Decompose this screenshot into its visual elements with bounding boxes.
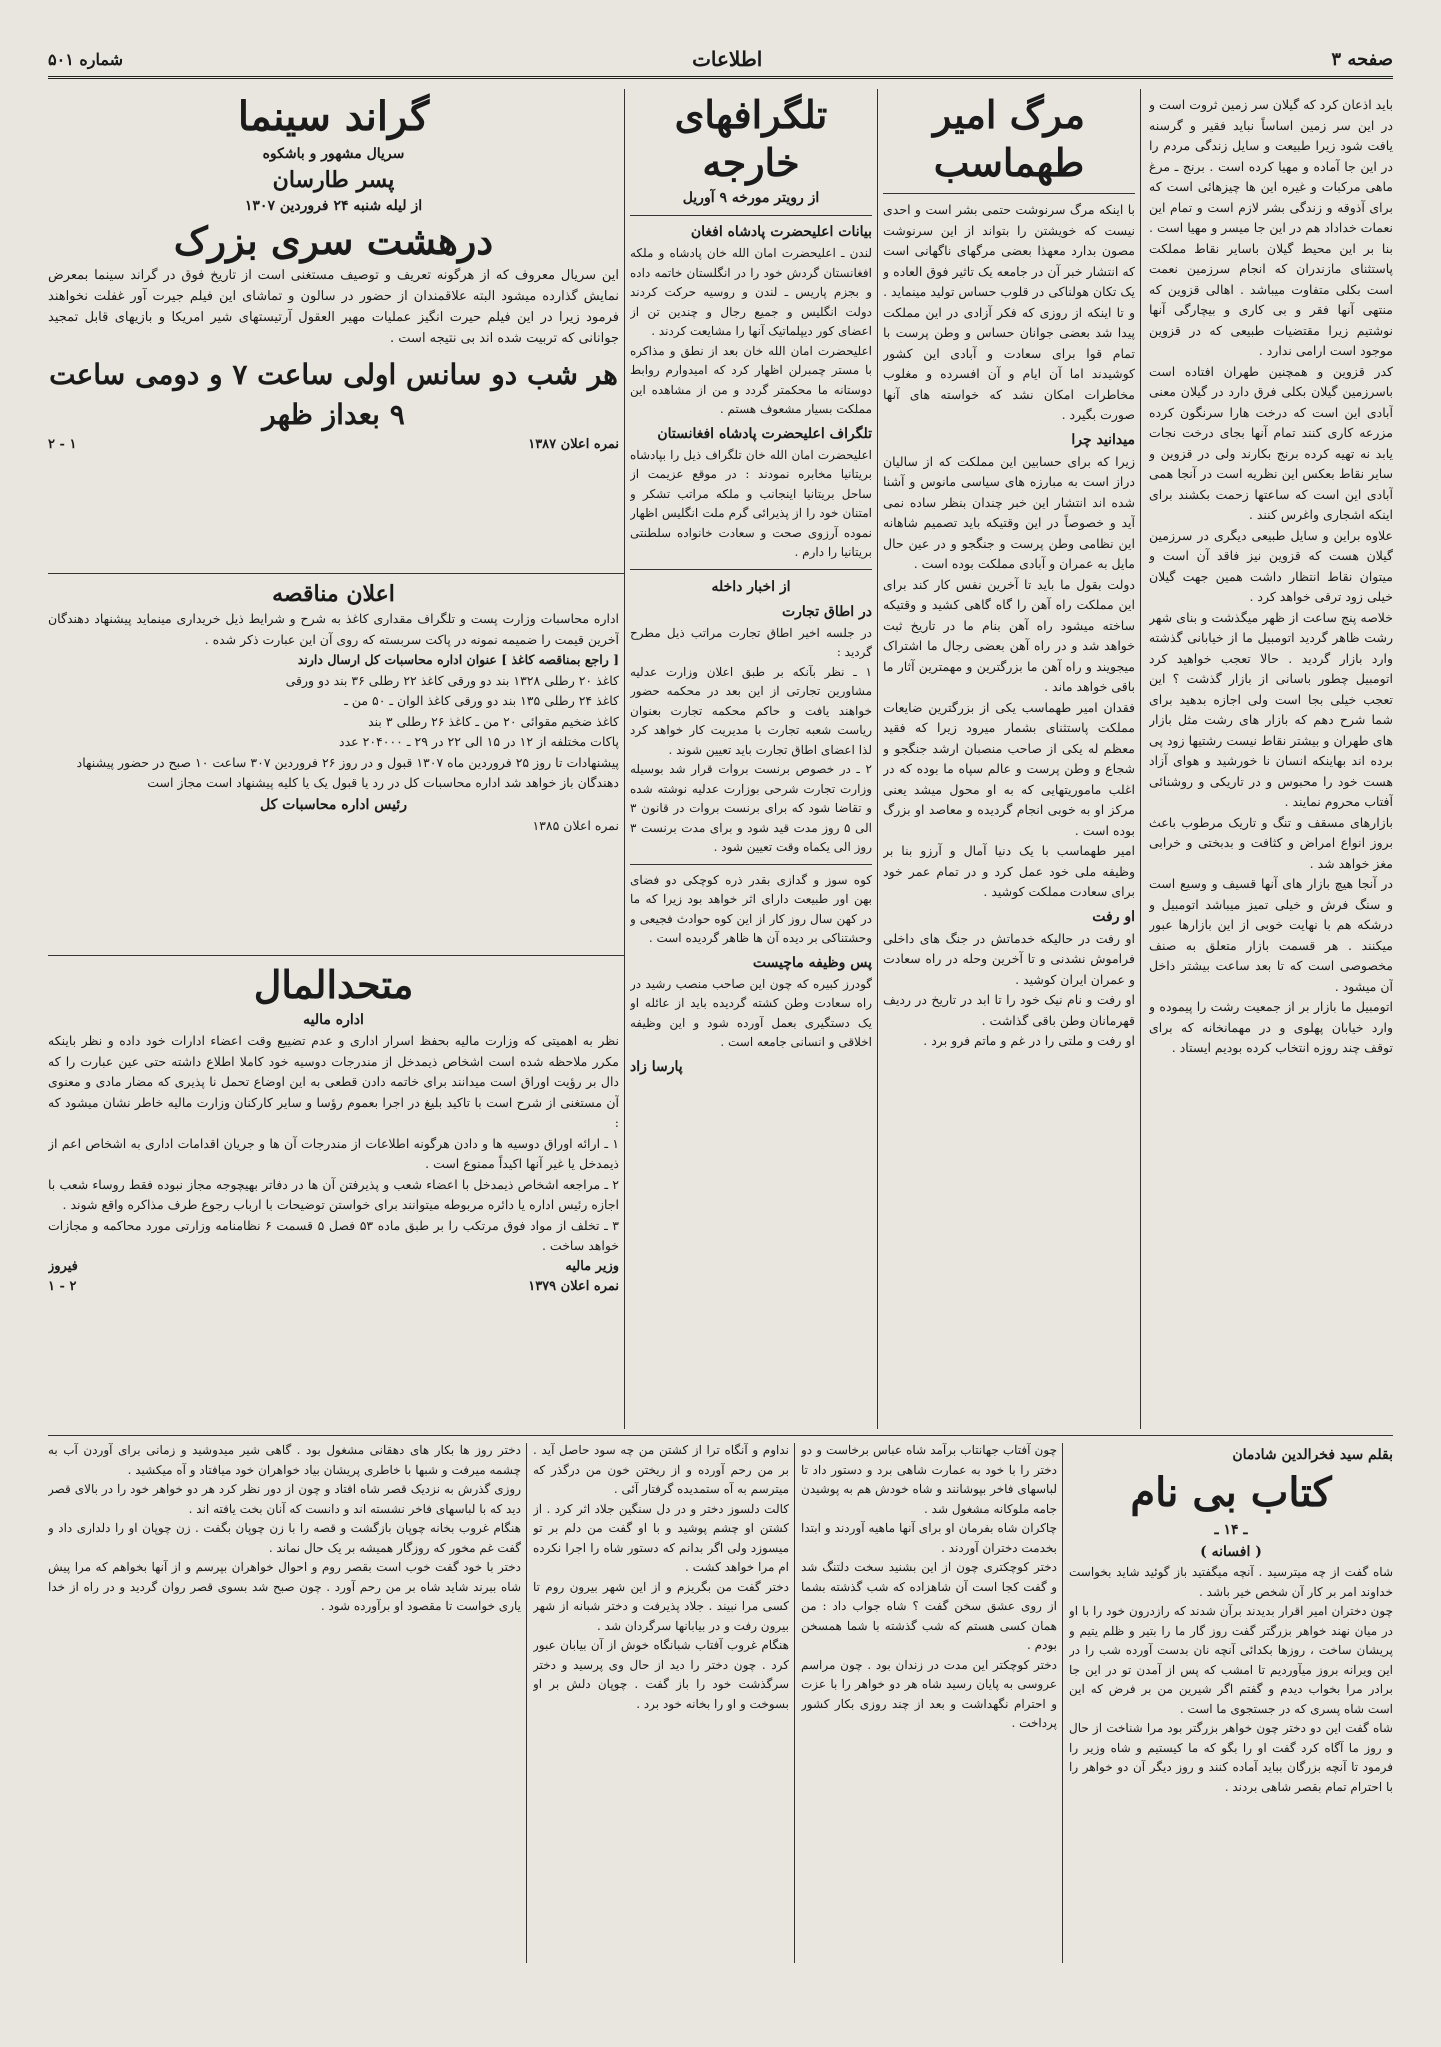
article-foreign-telegrams	[630, 91, 872, 1427]
serial-story-col-3	[533, 1441, 789, 1965]
article-paragraph: و تا اینکه از روزی که فکر آزادی در این مملکت پیدا شد بعضی جوانان حساس و وطن پرست با تمام قوا برای سعادت و آبادی این کشور کوشیدند اما آن ایام و آن افسرده و مغلوب مخاطرات امکان نشد که خواسته های آنها صورت بگیرد .	[883, 304, 1135, 422]
article-emir-tahmasb	[883, 91, 1135, 1427]
circular-item: ۳ ـ تخلف از مواد فوق مرتکب را بر طبق ماده ۵۳ فصل ۵ قسمت ۶ نظامنامه وزارتی مورد محاکمه و مجازات خواهد ساخت .	[48, 1217, 619, 1253]
circular-ad-number: نمره اعلان ۱۳۷۹	[528, 1278, 619, 1294]
ad-grand-cinema	[48, 91, 619, 567]
showtimes: هر شب دو سانس اولی ساعت ۷ و دومی ساعت ۹ بعداز ظهر	[49, 358, 618, 431]
article-headline: تلگرافهای خارجه	[674, 92, 828, 185]
serial-paragraph: هنگام غروب بخانه چوپان بازگشت و قصه را با زن چوپان بگفت . زن چوپان او را دلداری داد و گفت غم مخور که روزگار همیشه بر یک حال نماند .	[48, 1521, 521, 1555]
tender-item: پیشنهادات تا روز ۲۵ فروردین ماه ۱۳۰۷ قبول و در روز ۲۶ فروردین ۳۰۷ ساعت ۱۰ صبح در حضور پیشنهاد دهندگان باز خواهد شد اداره محاسبات کل در رد یا قبول یک یا کلیه پیشنهاد است مجاز است	[76, 754, 619, 790]
tender-paragraph: اداره محاسبات وزارت پست و تلگراف مقداری کاغذ به شرح و شرایط ذیل خریداری مینماید پیشنهاد دهندگان آخرین قیمت را ضمیمه نمونه در پاکت سربسته که روی آن این عبارت ذکر شده .	[48, 611, 619, 647]
sub-heading: میدانید چرا	[1071, 431, 1135, 448]
article-paragraph: لندن ـ اعلیحضرت امان الله خان پادشاه و ملکه افغانستان گردش خود را در انگلستان خاتمه داده و بجزم پاریس ـ لندن و روسیه حرکت کردند دولت انگلیس و جمیع رجال و چندین تن از اعضای کور دیپلماتیک آنها را مشایعت کردند .	[630, 246, 872, 338]
article-paragraph: اتومبیل ما بازار بر از جمعیت رشت را پیموده و وارد خیابان پهلوی و در مهمانخانه که برای توقف چند روزه انتخاب کرده بودیم ایستاد .	[1149, 999, 1393, 1055]
ad-headline: گراند سینما	[237, 93, 430, 140]
circular-footer	[48, 1277, 619, 1297]
article-paragraph: دولت بقول ما باید تا آخرین نفس کار کند برای این مملکت راه آهن را گاه گاهی کشید و وقتیکه ساخته میشود راه آهن بنام ما در تاریخ ثبت خواهد شد و در راه آهن بعضی رجال ما اشتراک میجویند و راه آهن ما بزرگترین و مهمترین آثار ما باقی خواهد ماند .	[883, 576, 1135, 694]
serial-genre: ( افسانه )	[1200, 1544, 1262, 1560]
circular-minister: فیروز	[48, 1258, 78, 1274]
serial-paragraph: دختر کوچکتری چون از این بشنید سخت دلتنگ شد و گفت کجا است آن شاهزاده که شب گذشته بشما از روی عشق سخن گفت ؟ شاه جواب داد : من همان کسی هستم که شب گذشته با شما همسخن بودم .	[801, 1560, 1057, 1652]
serial-paragraph: دختر گفت من بگریزم و از این شهر بیرون روم تا کسی مرا نبیند . جلاد پذیرفت و دختر شبانه از شهر بیرون رفت و در بیابانها سرگردان شد .	[533, 1579, 789, 1633]
tender-signature: رئیس اداره محاسبات کل	[260, 796, 407, 813]
serial-story-col-2	[801, 1441, 1057, 1965]
sub-heading: پس وظیفه ماچیست	[752, 954, 872, 971]
column-rule	[877, 89, 878, 1429]
article-paragraph: او رفت در حالیکه خدماتش در جنگ های داخلی فراموش نشدنی و تا آخرین وحله در راه سعادت و عمران ایران کوشید .	[883, 930, 1135, 987]
circular-signature-block	[48, 1257, 619, 1277]
sub-heading: بیانات اعلیحضرت پادشاه افغان	[690, 224, 872, 240]
circular-signature: وزیر مالیه	[565, 1258, 619, 1274]
article-paragraph: فقدان امیر طهماسب یکی از بزرگترین ضایعات مملکت پاستثنای بشمار میرود زیرا که فقید معظم له یکی از صاحب منصبان ارشد جنگجو و شجاع و وطن پرست و عالم سپاه ما بوده که در اغلب ماموریتهایی که به او محول میشد یعنی مرکز او به خوبی انجام گردیده و معاصد او بزرگ بوده است .	[883, 699, 1135, 838]
ad-rule	[48, 955, 625, 956]
ad-footer	[48, 435, 619, 455]
serial-paragraph: دختر روز ها بکار های دهقانی مشغول بود . گاهی شیر میدوشید و زمانی برای آوردن آب به چشمه میرفت و شبها با خاطری پریشان بیاد خواهران خود میافتاد و آه میکشید .	[48, 1443, 521, 1477]
ad-number: نمره اعلان ۱۳۸۷	[528, 437, 619, 452]
article-paragraph: باید اذعان کرد که گیلان سر زمین ثروت است و در این سر زمین اساساً نباید فقیر و گرسنه یافت شود زیرا طبیعت و سایل زندگی مردم را در این جا آماده و مهیا کرده است . برنج ـ مرغ ماهی مرکبات و غیره این ها چیزهائی است که برای آذوقه و زندگی بشر لازم است و تمام این نعمات خداداد هم در این جا میسر و مهیا است . بنا بر این محیط گیلان باسایر نقاط مملکت پاستثنای مازندران که انجام سرزمین نعمت است بکلی متفاوت میباشد . اهالی قزوین که منتهی آنها فقر و بی کاری و بیچارگی آنها نوشتیم زیرا مقتضیات طبیعی که در قزوین موجود است ارامی ندارد .	[1149, 97, 1393, 358]
article-gilan	[1149, 95, 1393, 1425]
article-paragraph: ۱ ـ نظر بآنکه بر طبق اعلان وزارت عدلیه مشاورین تجارتی از این بعد در محکمه حضور خواهند یافت و حاکم محکمه تجارت بعنوان ریاست شعبه تجارت با مدیریت کار خواهد کرد لذا اعضای اطاق تجارت باید تعیین شوند .	[630, 664, 872, 757]
divider	[630, 215, 872, 216]
film-title-secondary: درهشت سری بزرک	[173, 218, 494, 263]
tender-headline: اعلان مناقصه	[272, 581, 395, 607]
article-paragraph: علاوه براین و سایل طبیعی دیگری در سرزمین گیلان هست که قزوین نیز فاقد آن است و میتوان نقاط انتظار داشت همین جهت گیلان خیلی زود ترقی خواهد کرد .	[1149, 527, 1393, 604]
section-rule	[48, 1435, 1393, 1436]
tender-item: کاغذ ۲۴ رطلی ۱۳۵ بند دو ورقی کاغذ الوان ـ ۵۰ من ـ	[344, 693, 619, 708]
ad-rule	[48, 573, 625, 574]
article-paragraph: اعلیحضرت امان الله خان تلگراف ذیل را بپادشاه بریتانیا مخابره نمودند : در موقع عزیمت از ساحل بریتانیا اینجانب و ملکه مراتب تشکر و امتنان خود را از پذیرائی گرم ملت انگلیس اظهار نموده آرزوی صحت و سعادت خانواده سلطنتی بریتانیا را دارم .	[630, 447, 872, 559]
serial-paragraph: شاه گفت از چه میترسید . آنچه میگفتید باز گوئید شاید بخواست خداوند امر بر کار آن شخص خیر باشد .	[1069, 1565, 1393, 1599]
tender-items	[48, 671, 619, 794]
article-headline: مرگ امیر طهماسب	[933, 92, 1085, 185]
serial-paragraph: چون آفتاب جهانتاب برآمد شاه عباس برخاست و دو دختر را با خود به عمارت شاهی برد و دستور داد تا لباسهای فاخر بپوشانند و شاه خودش هم به پوشیدن جامه ملوکانه مشغول شد .	[801, 1443, 1057, 1516]
serial-paragraph: دختر کوچکتر این مدت در زندان بود . چون مراسم عروسی به پایان رسید شاه هر دو خواهر را با عزت و احترام نگهداشت و بعد از چند روزی بکار کشور پرداخت .	[801, 1657, 1057, 1730]
sub-heading: تلگراف اعلیحضرت پادشاه افغانستان	[657, 425, 872, 442]
serial-story-col-4	[48, 1441, 521, 1965]
article-paragraph: بازارهای مسقف و تنگ و تاریک مرطوب باعث بروز انواع امراض و کثافت و بدبختی و خرابی مغز خواهد شد .	[1149, 814, 1393, 871]
serial-paragraph: هنگام غروب آفتاب شبانگاه خوش از آن بیابان عبور کرد . چون دختر را دید از حال وی پرسید و دختر سرگذشت خود را باز گفت . چوپان دلش بر او بسوخت و او را بخانه خود برد .	[533, 1638, 789, 1711]
circular-item: ۲ ـ مراجعه اشخاص ذیمدخل با اعضاء شعب و پذیرفتن آن ها در دفاتر بهیچوجه مجاز نبوده فقط روساء شعب با اجازه رئیس اداره یا دائره مربوطه میتوانند برای خواستن توضیحات با ارباب رجوع طرف مذاکره واقع شوند .	[48, 1176, 619, 1212]
article-paragraph: او رفت و ملتی را در غم و ماتم فرو برد .	[923, 1033, 1135, 1048]
ad-date: از لیله شنبه ۲۴ فروردین ۱۳۰۷	[244, 198, 423, 214]
circular-ad-index: ۲ - ۱	[48, 1278, 77, 1294]
divider	[883, 193, 1135, 194]
divider	[630, 864, 872, 865]
tender-item: پاکات مختلفه از ۱۲ در ۱۵ الی ۲۲ در ۲۹ ـ ۲۰۴۰۰۰ عدد	[339, 734, 619, 749]
column-rule	[794, 1443, 795, 1963]
ad-subtitle: سریال مشهور و باشکوه	[262, 146, 405, 162]
circular-item: ۱ ـ ارائه اوراق دوسیه ها و دادن هرگونه اطلاعات از مندرجات آن ها و جریان اقدامات اداری به اشخاص اعم از ذیمدخل یا غیر آنها اکیداً ممنوع است .	[48, 1135, 619, 1171]
article-paragraph: خلاصه پنج ساعت از ظهر میگذشت و بنای شهر رشت ظاهر گردید اتومبیل ما از خیابانی گذشته وارد بازار گردید . حالا تعجب خواهید کرد اتومبیل چطور باسانی از بازار گذشت ؟ این تعجب خیلی بجا است ولی اجازه بدهید برای شما شرح دهم که بازار های رشت مثل بازار های طهران و بیشتر نقاط نیست رشتیها زود پی برده اند بهاینکه انسان نا خورشید و هوای آزاد هست خود را محبوس و در تاریکی و روشنائی آفتاب محروم نمایند .	[1149, 609, 1393, 809]
serial-paragraph: دختر با خود گفت خوب است بقصر روم و احوال خواهران بپرسم و از آنها بخواهم که مرا پیش شاه ببرند شاید شاه بر من رحم آورد . چون صبح شد بسوی قصر روان گردید و در راه از خدا یاری خواست تا مقصود او برآورده شود .	[48, 1560, 521, 1613]
article-paragraph: گودرز کبیره که چون این صاحب منصب رشید در راه سعادت وطن کشته گردیده باید از عائله او یک دستگیری بعمل آورده شود و این وظیفه اخلاقی و انسانی جامعه است .	[630, 976, 872, 1049]
serial-paragraph: چون دختران امیر اقرار بدیدند برآن شدند که رازدرون خود را با او در میان نهند خواهر بزرگتر گفت روز گار ما را بتیر و ظلم یتیم و پریشان ساخت ، روزها بکدائی آنچه نان بدست آورده شب را در این ویرانه بروز میآوردیم تا امشب که پس از آمدن تو در این جا برادر مرا بخواب دیدم و گفتم اگر شیرین من بر فرض که این است شاه پسری که در جستجوی ما است .	[1069, 1604, 1393, 1716]
article-paragraph: زیرا که برای حسابین این مملکت که از سالیان دراز است به مبارزه های سیاسی مانوس و آشنا شده اند انتشار این خبر چندان بنظر ساده نمی آید و خصوصاً در این وقتیکه باید تصمیم شاهانه این نظامی وطن پرست و جنگجو و در عین حال مایل به عمران و آبادی مملکت بوده است .	[883, 453, 1135, 571]
ministry-circular	[48, 961, 619, 1427]
film-title: پسر طارسان	[272, 167, 395, 193]
circular-headline: متحدالمال	[253, 962, 414, 1007]
ad-paragraph: این سریال معروف که از هرگونه تعریف و توصیف مستغنی است از تاریخ فوق در گراند سینما بمعرض نمایش گذارده میشود البته علاقمندان از حضور در سالون و تماشای این فیلم جیرت آور غفلت نخواهند فرمود زیرا در این فیلم حیرت انگیز عملیات مهیر العقول آرتیستهای شیر امریکا و بازیهای قابل تمجید جوانانی که تربیت شده اند بی نتیجه است .	[48, 268, 619, 346]
column-rule	[1062, 1443, 1063, 1963]
tender-item: کاغذ ضخیم مقوائی ۲۰ من ـ کاغذ ۲۶ رطلی ۳ بند	[368, 713, 619, 729]
page-grid	[48, 85, 1393, 2005]
circular-subtitle: اداره مالیه	[303, 1012, 364, 1028]
page-number: صفحه ۳	[1331, 48, 1393, 70]
tender-address: [ راجع بمناقصه کاغذ ] عنوان اداره محاسبات کل ارسال دارند	[297, 652, 619, 667]
column-rule	[526, 1443, 527, 1963]
divider	[630, 569, 872, 570]
section-heading: از اخبار داخله	[711, 578, 791, 595]
article-paragraph: با اینکه مرگ سرنوشت حتمی بشر است و احدی نیست که خویشتن را بتواند از این سرنوشت مصون بدارد معهذا بعضی مرگهای ناگهانی است که انتشار خبر آن در جامعه یک تاثیر فوق العاده و یک تکان هولناکی در قلوب حساس تولید مینماید .	[883, 202, 1135, 299]
article-paragraph: ۲ ـ در خصوص برنست بروات قرار شد بوسیله وزارت تجارت شرحی بوزارت عدلیه نوشته شده و تقاضا شود که برای برنست بروات در قانون ۳ الی ۵ روز مدت قید شود و برای مدت برنست ۳ روز الی یکماه وقت تعیین شود .	[630, 762, 872, 854]
column-rule	[1140, 89, 1141, 1429]
dateline: از رویتر مورخه ۹ آوریل	[682, 190, 820, 206]
serial-story-col-1	[1069, 1441, 1393, 1965]
article-paragraph: در جلسه اخیر اطاق تجارت مراتب ذیل مطرح گردید :	[630, 625, 872, 659]
tender-item: کاغذ ۲۰ رطلی ۱۳۲۸ بند دو ورقی کاغذ ۲۲ رطلی ۳۶ بند دو ورقی	[285, 672, 619, 688]
ad-tender	[48, 579, 619, 949]
masthead	[48, 42, 1393, 79]
article-paragraph: اعلیحضرت امان الله خان بعد از نطق و مذاکره با مستر چمبرلن اظهار کرد که امیدوارم روابط دوستانه ما محکمتر گردد و من از مشاهده این مملکت بسیار مشعوف هستم .	[630, 343, 872, 416]
serial-byline: بقلم سید فخرالدین شادمان	[1232, 1447, 1393, 1463]
serial-paragraph: شاه گفت این دو دختر چون خواهر بزرگتر بود مرا شناخت از حال و روز ما آگاه کرد گفت او را بگو که ما کیستیم و شاه وزیر را فرمود تا آنچه بزرگان بباید آماده کنند و روز دیگر آن دو خواهر را با احترام تمام بقصر شاهی بردند .	[1069, 1721, 1393, 1794]
sub-heading: در اطاق تجارت	[781, 603, 872, 620]
article-paragraph: او رفت و نام نیک خود را تا ابد در تاریخ در ردیف قهرمانان وطن باقی گذاشت .	[883, 992, 1135, 1028]
article-paragraph: در آنجا هیچ بازار های آنها قسیف و وسیع است و سنگ فرش و خیلی تمیز میباشد اتومبیل و درشکه هم با نهایت خوبی از این بازارها عبور میکنند . هر قسمت بازار متعلق به صنف مخصوصی است که تا بعد ساعت بیشتر داخل آن میشود .	[1149, 876, 1393, 994]
sub-heading: او رفت	[1092, 908, 1135, 925]
serial-paragraph: روزی گذرش به نزدیک قصر شاه افتاد و چون از دور نظر کرد هر دو خواهر خود را در بالای قصر دید که با لباسهای فاخر نشسته اند و دانست که آنان بخت یافته اند .	[48, 1482, 521, 1516]
newspaper-name: اطلاعات	[692, 47, 763, 71]
column-rule	[624, 89, 625, 1429]
serial-title: کتاب بی نام	[1130, 1469, 1332, 1516]
article-paragraph: امیر طهماسب با یک دنیا آمال و آرزو بنا بر وظیفه ملی خود عمل کرد و در تمام عمر خود برای سعادت مملکت کوشید .	[883, 843, 1135, 899]
ad-index: ۱ - ۲	[48, 437, 77, 452]
article-paragraph: کدر قزوین و همچنین طهران افتاده است باسرزمین گیلان بکلی فرق دارد در گیلان معنی آبادی این است که درخت هارا سرنگون کرده مزرعه کاری کنند تمام آنها بجای درخت نجات یابد نه تهیه کرده برنج بکارند ولی در قزوین و سایر نقاط بعکس این نظریه است در آنجا همی آبادی این است که ساعتها زحمت بکشند برای اینکه اشجاری واغرس کنند .	[1149, 363, 1393, 522]
article-paragraph: کوه سوز و گدازی بقدر ذره کوچکی دو فضای بهن اور طبیعت دارای اثر خواهد بود زیرا که ما در کهن سال روز کار از این کوه حوادث فجیعی و وحشتناکی بر دیده آن ها ظاهر گردیده است .	[630, 872, 872, 945]
serial-chapter: ـ ۱۴ ـ	[1214, 1522, 1248, 1538]
tender-ad-number: نمره اعلان ۱۳۸۵	[532, 817, 619, 833]
serial-paragraph: نداوم و آنگاه ترا از کشتن من چه سود حاصل آید . بر من رحم آورده و از ریختن خون من درگذر که میترسم به آه ستمدیده گرفتار آئی .	[533, 1443, 789, 1496]
serial-paragraph: چاکران شاه بفرمان او برای آنها ماهیه آوردند و ابتدا بخدمت دختران آوردند .	[801, 1521, 1057, 1555]
serial-paragraph: کالت دلسوز دختر و در دل سنگین جلاد اثر کرد . از کشتن او چشم پوشید و با او گفت من دلم بر تو میسوزد ولی اگر بدانم که دستور شاه را اجرا نکرده ام مرا خواهد کشت .	[533, 1501, 789, 1574]
byline: پارسا زاد	[630, 1058, 683, 1075]
issue-number: شماره ۵۰۱	[48, 49, 123, 69]
circular-paragraph: نظر به اهمیتی که وزارت مالیه بحفظ اسرار اداری و عدم تضییع وقت اعضاء ادارات خود داده و نظر باینکه مکرر ملاحظه شده است اشخاص ذیمدخل از مندرجات دوسیه خود کاملا اطلاع داشته حتی عین عبارت را که دال بر رؤیت اوراق است میدانند برای خاتمه دادن قطعی به این اوضاع تحمل نا پذیری که مضار مادی و معنوی آن مستغنی از شرح است با تاکید بلیغ در اجرا بعموم رؤسا و سایر کارکنان وزارت مالیه خاطر نشان میشود که :	[48, 1033, 619, 1130]
